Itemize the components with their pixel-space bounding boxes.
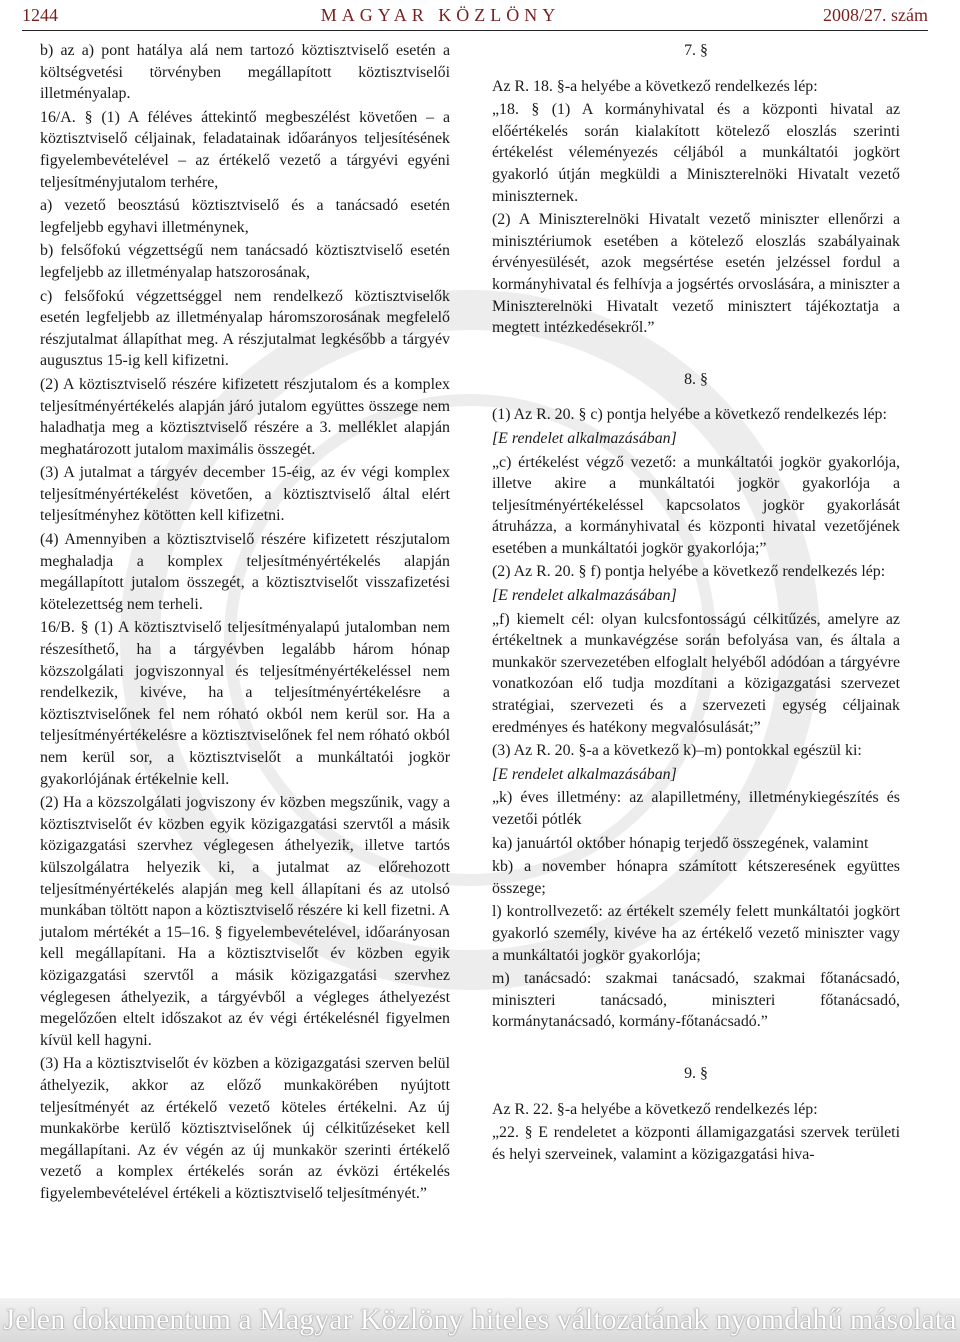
paragraph: (2) A köztisztviselő részére kifizetett részjutalom és a komplex teljesítményértékelés alapján járó jutalom együttes összege nem haladhatja meg a köztisztviselő részére a 3. melléklet alapján meghatározott jutalom maximális összegét.: [40, 375, 450, 458]
paragraph: (4) Amennyiben a köztisztviselő részére kifizetett részjutalom meghaladja a komplex teljesítményértékelés alapján megállapított jutalom összegét, a köztisztviselőt visszafizetési kötelezettség nem terheli.: [40, 531, 450, 613]
paragraph: (3) Az R. 20. §-a a következő k)–m) pontokkal egészül ki:: [492, 742, 862, 760]
subheading: [E rendelet alkalmazásában]: [492, 429, 677, 447]
paragraph: „22. § E rendeletet a központi államigazgatási szervek területi és helyi szerveinek, valamint a közigazgatási hiva-: [492, 1124, 900, 1163]
section-title: 9. §: [684, 1064, 708, 1082]
section-title: 8. §: [684, 370, 708, 388]
paragraph: (3) Ha a köztisztviselőt év közben a közigazgatási szerven belül áthelyezik, akkor az előző munkakörében nyújtott teljesítményét az értékelő vezető köteles értékelni. Az új munkakörbe kerülő köztisztviselőnek új célkitűzéseket kell megállapítani. Az év végén az új munkakör szerinti értékelő vezető a komplex értékelés során az évközi értékelés figyelembevételével értékeli a köztisztviselő teljesítményét.”: [40, 1055, 450, 1202]
journal-title: MAGYAR KÖZLÖNY: [320, 4, 561, 25]
paragraph: a) vezető beosztású köztisztviselő és a tanácsadó esetén legfeljebb egyhavi illetménynek,: [40, 197, 450, 236]
paragraph: c) felsőfokú végzettséggel nem rendelkező köztisztviselők esetén legfeljebb az illetményalap háromszorosának megfelelő részjutalmat állapíthat meg. A részjutalmat legkésőbb a tárgyév augusztus 15-ig kell kifizetni.: [40, 287, 450, 370]
paragraph: 16/A. § (1) A féléves áttekintő megbeszélést követően – a köztisztviselő céljainak, feladatainak időarányos teljesítésének figyelembevételével – az értékelő vezető a tárgyévi egyéni teljesítményjutalom terhére,: [40, 108, 450, 191]
subheading: [E rendelet alkalmazásában]: [492, 587, 677, 605]
paragraph: „18. § (1) A kormányhivatal és a központi hivatal az előértékelés során kialakított kötelező eloszlás szerinti értékelést véleményezés céljából a munkáltatói jogkört gyakorló útján megküldi a Miniszterelnöki Hivatalt vezető miniszternek.: [492, 101, 900, 205]
paragraph: ka) januártól október hónapig terjedő összegének, valamint: [492, 834, 869, 852]
paragraph: (3) A jutalmat a tárgyév december 15-éig, az év végi komplex teljesítményértékelést követően, a köztisztviselő által elért teljesítményhez kötötten kell kifizetni.: [40, 464, 450, 525]
page-number: 1244: [22, 4, 58, 25]
paragraph: b) felsőfokú végzettségű nem tanácsadó köztisztviselő esetén legfeljebb az illetményalap hatszorosának,: [40, 242, 450, 281]
paragraph: b) az a) pont hatálya alá nem tartozó köztisztviselő esetén a költségvetési törvényben megállapított köztisztviselői illetményalap.: [40, 42, 450, 103]
paragraph: (1) Az R. 20. § c) pontja helyébe a következő rendelkezés lép:: [492, 406, 887, 424]
section-title: 7. §: [684, 42, 708, 59]
paragraph: „k) éves illetmény: az alapilletmény, illetménykiegészítés és vezetői pótlék: [492, 789, 900, 828]
paragraph: Az R. 22. §-a helyébe a következő rendelkezés lép:: [492, 1100, 818, 1118]
subheading: [E rendelet alkalmazásában]: [492, 765, 677, 783]
left-column: [40, 40, 450, 1206]
right-column: [492, 40, 900, 1167]
issue-number: 2008/27. szám: [823, 4, 928, 25]
authenticity-banner: Jelen dokumentum a Magyar Közlöny hiteles változatának nyomdahű másolata: [0, 1298, 960, 1342]
paragraph: (2) Ha a közszolgálati jogviszony év közben megszűnik, vagy a köztisztviselőt év közben egyik közigazgatási szervtől a másik közigazgatási szervhez véglegesen áthelyezik, illetve tartós külszolgálatra helyezik ki, a jutalmat az előrehozott teljesítményértékelés alapján meg kell állapítani és az utolsó munkában töltött napon a köztisztviselő részére ki kell fizetni. A jutalom mértékét a 15–16. § figyelembevételével, időarányosan kell megállapítani. Ha a köztisztviselőt év közben egyik közigazgatási szervtől a másik közigazgatási szervhez véglegesen áthelyezik, a tárgyévből a végleges áthelyezést megelőzően eltelt időszakot az év végi értékelésnél figyelmen kívül kell hagyni.: [40, 794, 450, 1049]
paragraph: kb) a november hónapra számított kétszeresének együttes összege;: [492, 858, 900, 897]
paragraph: (2) Az R. 20. § f) pontja helyébe a következő rendelkezés lép:: [492, 563, 886, 581]
page-header: [22, 0, 928, 31]
paragraph: m) tanácsadó: szakmai tanácsadó, szakmai főtanácsadó, miniszteri tanácsadó, miniszteri főtanácsadó, kormánytanácsadó, kormány-főtanácsadó.”: [492, 970, 900, 1031]
paragraph: 16/B. § (1) A köztisztviselő teljesítményalapú jutalomban nem részesíthető, ha a tárgyévben legalább három hónap közszolgálati jogviszonnyal és teljesítményértékeléssel nem rendelkezik, kivéve, ha a teljesítményértékelésre a köztisztviselőnek fel nem róható okból nem kerül sor. Ha a teljesítményértékelésre a köztisztviselőnek fel nem róható okból nem kerül sor, a köztisztviselőt a munkáltatói jogkör gyakorlójának értékelnie kell.: [40, 619, 450, 788]
paragraph: „f) kiemelt cél: olyan kulcsfontosságú célkitűzés, amelyre az értékeltnek a munkavégzése során befolyása van, és általa a munkakör szervezetében elfoglalt helyéből adódóan a tárgyévre vonatkozóan elő tudja mozdítani a közigazgatási szervezet stratégiai, szervezeti és a szervezeti egység céljainak eredményes és hatékony megvalósulását;”: [492, 610, 900, 736]
paragraph: (2) A Miniszterelnöki Hivatalt vezető miniszter ellenőrzi a minisztériumok esetében a kötelező eloszlás szabályainak érvényesülését, azok megsértése esetén jelzéssel fordul a kormányhivatal és felhívja a jogsértés orvoslására, a miniszter a Miniszterelnöki Hivatalt vezető minisztert tájékoztatja a megtett intézkedésekről.”: [492, 211, 900, 337]
paragraph: Az R. 18. §-a helyébe a következő rendelkezés lép:: [492, 77, 818, 95]
paragraph: „c) értékelést végző vezető: a munkáltatói jogkör gyakorlója, illetve akire a munkáltatói jogkör gyakorlója a teljesítményértékeléssel kapcsolatos jogkör gyakorlását átruházza, a kormányhivatal és központi hivatal vezetőjének esetében a munkáltatói jogkör gyakorlója;”: [492, 453, 900, 557]
paragraph: l) kontrollvezető: az értékelt személy felett munkáltatói jogkört gyakorló személy, kivéve ha az értékelő vezető miniszter vagy a munkáltatói jogkör gyakorlója;: [492, 903, 900, 964]
